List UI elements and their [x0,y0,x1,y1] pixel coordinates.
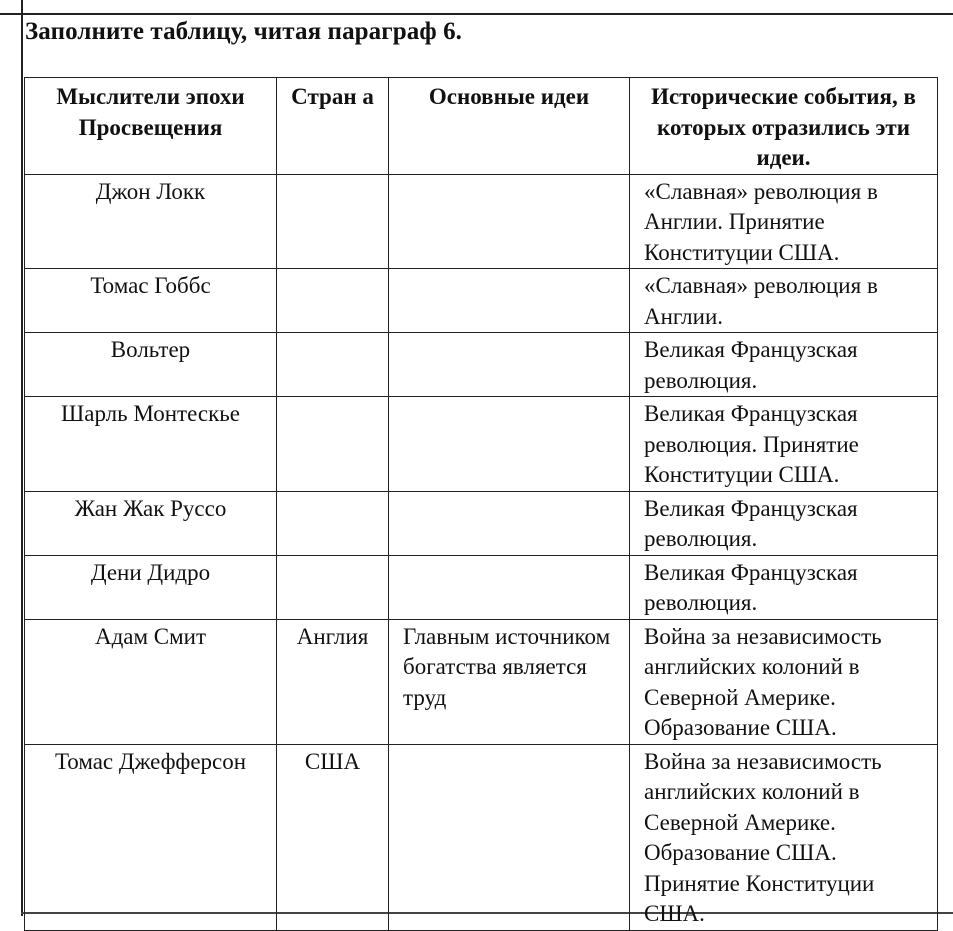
ideas-cell[interactable] [389,555,630,619]
ideas-cell[interactable] [389,333,630,397]
table-row [25,174,938,269]
country-cell: США [277,744,389,930]
events-cell: Великая Французская революция. [630,333,938,397]
events-cell: Великая Французская революция. [630,491,938,555]
table-row [25,744,938,930]
thinker-cell: Дени Дидро [25,555,277,619]
header-historical-events: Исторические события, в которых отразились эти идеи. [630,78,938,175]
table-header-row [25,78,938,175]
events-cell: Война за независимость английских колоний в Северной Америке. Образование США. Принятие Конституции США. [630,744,938,930]
thinker-cell: Шарль Монтескье [25,397,277,492]
country-cell: Англия [277,619,389,744]
events-cell: Война за независимость английских колоний в Северной Америке. Образование США. [630,619,938,744]
thinker-cell: Джон Локк [25,174,277,269]
country-cell[interactable] [277,397,389,492]
table-row [25,333,938,397]
ideas-cell[interactable] [389,269,630,333]
thinker-cell: Томас Гоббс [25,269,277,333]
country-cell[interactable] [277,269,389,333]
thinker-cell: Жан Жак Руссо [25,491,277,555]
ideas-cell[interactable] [389,744,630,930]
table-row [25,555,938,619]
table-row [25,491,938,555]
events-cell: Великая Французская революция. [630,555,938,619]
events-cell: Великая Французская революция. Принятие Конституции США. [630,397,938,492]
header-main-ideas: Основные идеи [389,78,630,175]
page-top-rule [0,13,953,15]
page-left-rule [21,0,23,916]
worksheet-heading: Заполните таблицу, читая параграф 6. [25,18,463,45]
country-cell[interactable] [277,491,389,555]
thinker-cell: Вольтер [25,333,277,397]
thinker-cell: Томас Джефферсон [25,744,277,930]
ideas-cell: Главным источником богатства является труд [389,619,630,744]
events-cell: «Славная» революция в Англии. Принятие Конституции США. [630,174,938,269]
events-cell: «Славная» революция в Англии. [630,269,938,333]
ideas-cell[interactable] [389,491,630,555]
ideas-cell[interactable] [389,174,630,269]
table-row [25,269,938,333]
header-country: Стран а [277,78,389,175]
table-row [25,397,938,492]
thinker-cell: Адам Смит [25,619,277,744]
country-cell[interactable] [277,555,389,619]
ideas-cell[interactable] [389,397,630,492]
country-cell[interactable] [277,333,389,397]
table-row [25,619,938,744]
country-cell[interactable] [277,174,389,269]
header-thinkers: Мыслители эпохи Просвещения [25,78,277,175]
enlightenment-thinkers-table [24,77,938,931]
